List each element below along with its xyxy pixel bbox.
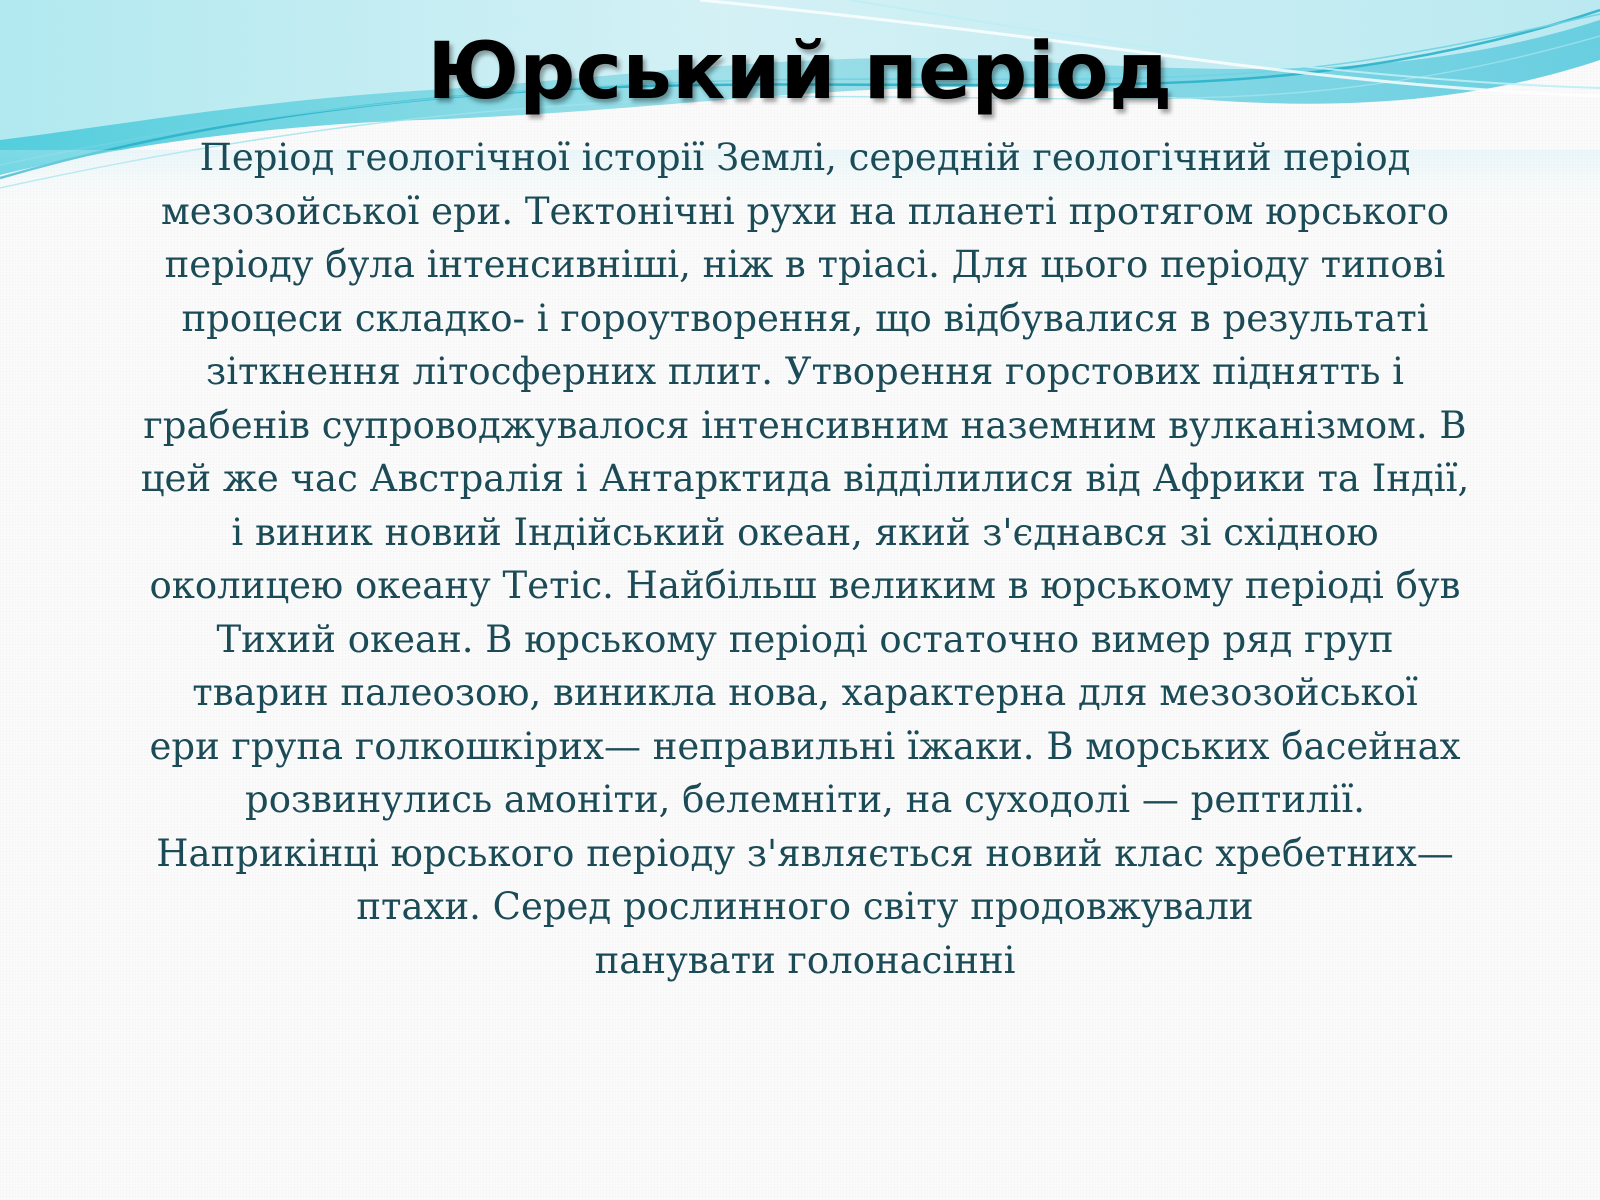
body-line: зіткнення літосферних плит. Утворення горстових піднятть і [206, 350, 1404, 393]
body-line: розвинулись амоніти, белемніти, на суходолі — рептилії. [245, 778, 1365, 821]
body-line: цей же час Австралія і Антарктида відділилися від Африки та Індії, [140, 457, 1470, 500]
body-line: панувати голонасінні [594, 938, 1016, 982]
body-line: грабенів супроводжувалося інтенсивним наземним вулканізмом. В [143, 403, 1467, 447]
body-line: мезозойської ери. Тектонічні рухи на планеті протягом юрського [160, 189, 1450, 233]
slide-title: Юрський період [427, 27, 1173, 117]
body-line: околицею океану Тетіс. Найбільш великим в юрському періоді був [149, 564, 1461, 607]
slide-body-text [140, 131, 1470, 987]
body-line: Наприкінці юрського періоду з'являється новий клас хребетних— [156, 831, 1454, 875]
body-line: ери група голкошкірих— неправильні їжаки. В морських басейнах [149, 724, 1461, 768]
body-line: і виник новий Індійський океан, який з'єднався зі східною [231, 510, 1379, 554]
body-line: Період геологічної історії Землі, середній геологічний період [199, 136, 1411, 179]
body-line: періоду була інтенсивніші, ніж в тріасі. Для цього періоду типові [164, 243, 1446, 286]
body-line: птахи. Серед рослинного світу продовжували [356, 885, 1254, 928]
body-line: тварин палеозою, виникла нова, характерна для мезозойської [192, 671, 1418, 714]
body-line: процеси складко- і гороутворення, що відбувалися в результаті [181, 296, 1429, 340]
body-line: Тихий океан. В юрському періоді остаточно вимер ряд груп [216, 617, 1394, 661]
